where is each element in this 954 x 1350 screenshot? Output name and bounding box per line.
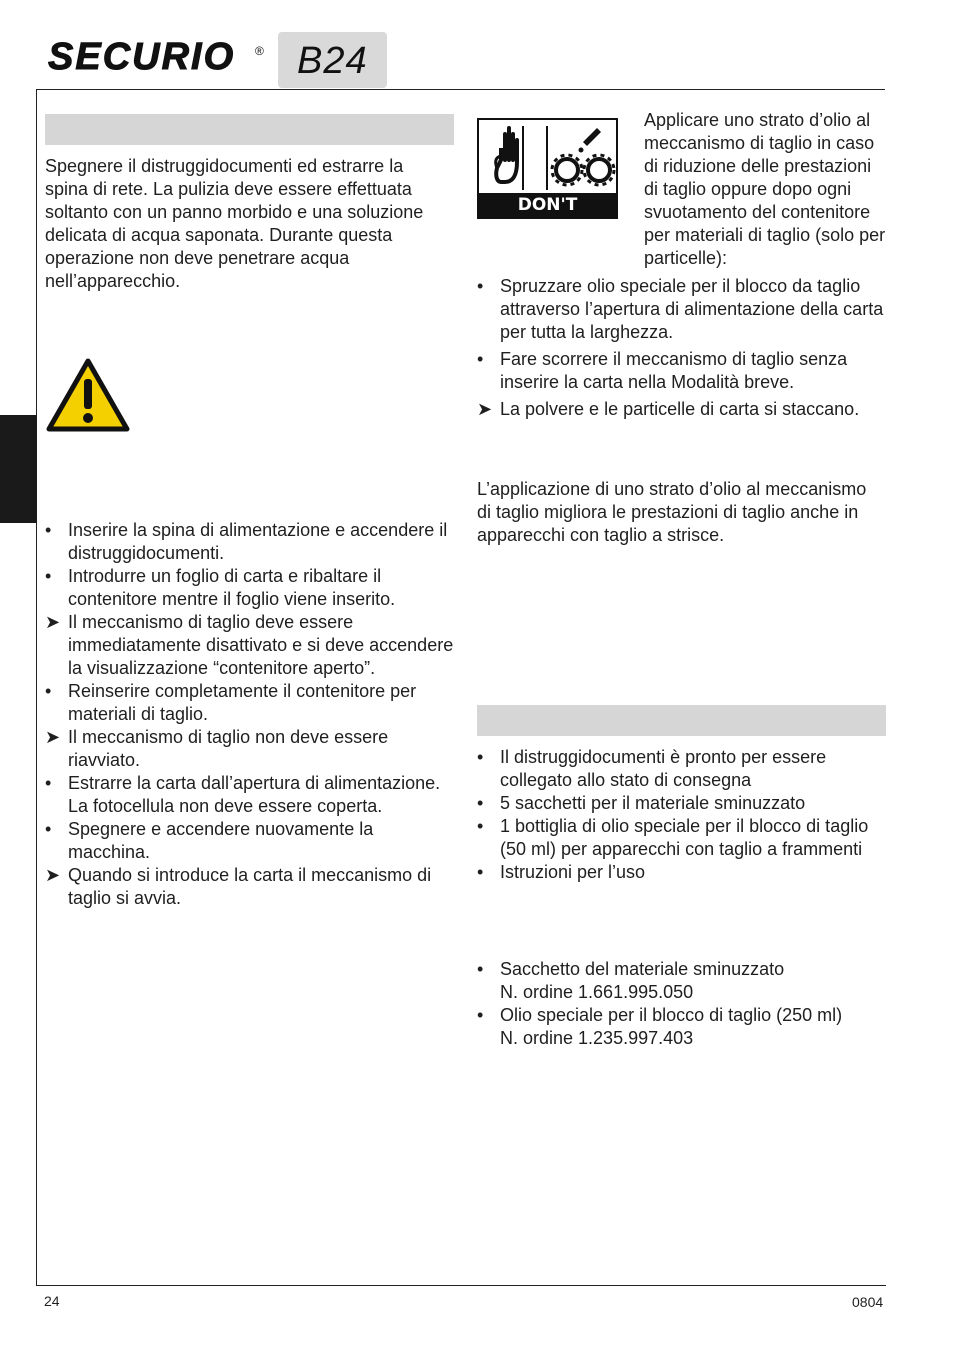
list-item: • Il distruggidocumenti è pronto per essere collegato allo stato di consegna (477, 747, 827, 790)
bullet-mark: • (45, 773, 52, 793)
frame-top-rule (37, 89, 885, 90)
list-item: • Introdurre un foglio di carta e ribaltare il contenitore mentre il foglio viene inserito. (45, 566, 396, 609)
accessories-list (477, 958, 889, 1050)
hand-gears-icon (479, 120, 616, 194)
bullet-mark: • (477, 276, 484, 296)
oil-note: L’applicazione di uno strato d’olio al meccanismo di taglio migliora le prestazioni di taglio anche in apparecchi con taglio a strisce. (477, 479, 867, 545)
result-arrow-icon: ➤ (45, 612, 61, 632)
bullet-mark: • (45, 566, 52, 586)
list-item: ➤ Il meccanismo di taglio deve essere immediatamente disattivato e si deve accendere la visualizzazione “contenitore aperto”. (45, 612, 454, 678)
frame-left-rule (36, 89, 37, 1286)
bullet-mark: • (45, 520, 52, 540)
list-item: • Reinserire completamente il contenitore per materiali di taglio. (45, 681, 417, 724)
list-item: • 5 sacchetti per il materiale sminuzzato (477, 793, 806, 813)
bullet-mark: • (477, 816, 484, 836)
bullet-mark: • (477, 349, 484, 369)
list-item: ➤ La polvere e le particelle di carta si staccano. (477, 399, 860, 419)
language-tab (0, 415, 37, 523)
list-item: ➤ Quando si introduce la carta il meccanismo di taglio si avvia. (45, 865, 432, 908)
list-item: • Inserire la spina di alimentazione e accendere il distruggidocumenti. (45, 520, 448, 563)
list-item: • Sacchetto del materiale sminuzzato N. ordine 1.661.995.050 (477, 959, 785, 1002)
list-item: • Olio speciale per il blocco di taglio (250 ml) N. ordine 1.235.997.403 (477, 1005, 843, 1048)
dont-forget-badge (477, 118, 618, 239)
bullet-mark: • (477, 959, 484, 979)
brand-logo: SECURIO (48, 36, 236, 78)
oil-intro: Applicare uno strato d’olio al meccanismo di taglio in caso di riduzione delle prestazioni di taglio oppure dopo ogni svuotamento del contenitore per materiali di taglio (solo per particelle): (644, 110, 886, 268)
bullet-mark: • (477, 747, 484, 767)
model-name: B24 (297, 40, 368, 82)
list-item: • Spruzzare olio speciale per il blocco da taglio attraverso l’apertura di alimentazione della carta per tutta la larghezza. (477, 276, 884, 342)
result-arrow-icon: ➤ (477, 399, 493, 419)
section-bar-cleaning (45, 114, 454, 145)
bullet-mark: • (477, 793, 484, 813)
section-bar-delivery (477, 705, 886, 736)
list-item: • Istruzioni per l’uso (477, 862, 646, 882)
bullet-mark: • (477, 1005, 484, 1025)
list-item: • Spegnere e accendere nuovamente la macchina. (45, 819, 374, 862)
list-item: ➤ Il meccanismo di taglio non deve essere riavviato. (45, 727, 389, 770)
bullet-mark: • (477, 862, 484, 882)
safety-test-list (45, 519, 457, 910)
list-item: • Estrarre la carta dall’apertura di alimentazione. La fotocellula non deve essere coperta. (45, 773, 441, 816)
result-arrow-icon: ➤ (45, 727, 61, 747)
document-code: 0804 (852, 1294, 884, 1310)
list-item: • Fare scorrere il meccanismo di taglio senza inserire la carta nella Modalità breve. (477, 349, 848, 392)
cleaning-text: Spegnere il distruggidocumenti ed estrarre la spina di rete. La pulizia deve essere effettuata soltanto con un panno morbido e una soluzione delicata di acqua saponata. Durante questa operazione non deve penetrare acqua nell’apparecchio. (45, 156, 424, 291)
bullet-mark: • (45, 819, 52, 839)
delivery-list (477, 746, 889, 884)
result-arrow-icon: ➤ (45, 865, 61, 885)
bullet-mark: • (45, 681, 52, 701)
list-item: • 1 bottiglia di olio speciale per il blocco di taglio (50 ml) per apparecchi con taglio a frammenti (477, 816, 869, 859)
dont-forget-label: DON'T FORGET (479, 193, 616, 217)
warning-icon (45, 357, 131, 433)
frame-bottom-rule (36, 1285, 886, 1286)
page-number: 24 (44, 1293, 60, 1309)
registered-mark: ® (255, 44, 264, 58)
oil-steps-list (477, 275, 889, 421)
